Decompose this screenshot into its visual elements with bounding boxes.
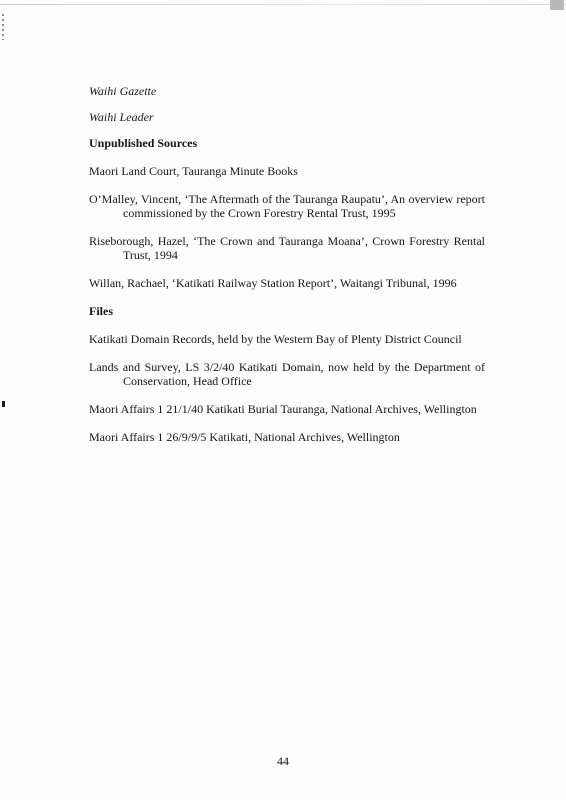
file-katikati-domain-records: Katikati Domain Records, held by the Western Bay of Plenty District Council xyxy=(89,332,462,346)
file-maori-affairs-katikati: Maori Affairs 1 26/9/9/5 Katikati, National Archives, Wellington xyxy=(89,430,400,444)
scan-left-marks xyxy=(2,14,4,40)
source-willan: Willan, Rachael, ‘Katikati Railway Station Report’, Waitangi Tribunal, 1996 xyxy=(89,276,457,290)
source-omalley: O’Malley, Vincent, ‘The Aftermath of the Tauranga Raupatu’, An overview report commissioned by the Crown Forestry Rental Trust, 1995 xyxy=(89,192,485,220)
scan-edge-line xyxy=(0,4,566,5)
page-number: 44 xyxy=(277,754,289,768)
source-waihi-leader: Waihi Leader xyxy=(89,110,154,124)
scan-margin-dot xyxy=(2,401,5,407)
scan-corner-mark xyxy=(550,0,564,10)
source-maori-land-court: Maori Land Court, Tauranga Minute Books xyxy=(89,164,298,178)
source-waihi-gazette: Waihi Gazette xyxy=(89,84,157,98)
bibliography-list xyxy=(89,84,485,458)
file-maori-affairs-burial: Maori Affairs 1 21/1/40 Katikati Burial Tauranga, National Archives, Wellington xyxy=(89,402,477,416)
heading-unpublished-sources: Unpublished Sources xyxy=(89,136,198,150)
source-riseborough: Riseborough, Hazel, ‘The Crown and Tauranga Moana’, Crown Forestry Rental Trust, 1994 xyxy=(89,234,485,262)
heading-files: Files xyxy=(89,304,113,318)
file-lands-and-survey: Lands and Survey, LS 3/2/40 Katikati Domain, now held by the Department of Conservation, Head Office xyxy=(89,360,485,388)
